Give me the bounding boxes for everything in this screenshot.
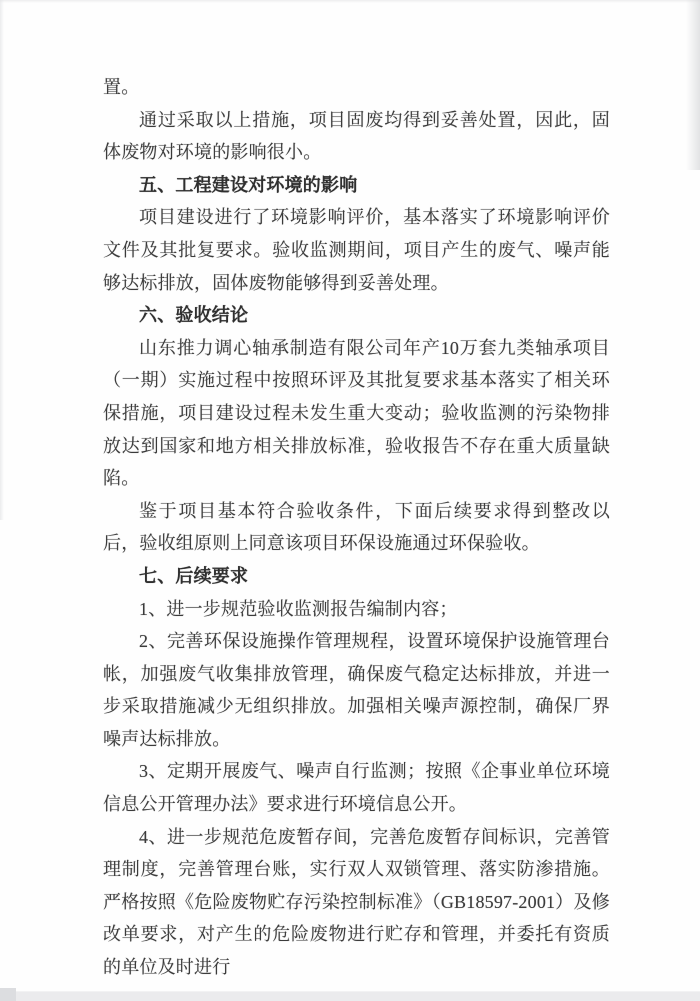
scan-edge-bottom [0, 991, 700, 1001]
paragraph-continuation: 置。 [103, 77, 140, 97]
scan-edge-top [0, 0, 700, 3]
paragraph-acceptance-agreement: 鉴于项目基本符合验收条件，下面后续要求得到整改以后，验收组原则上同意该项目环保设施通过环保验收。 [103, 500, 610, 554]
paragraph-requirement-1: 1、进一步规范验收监测报告编制内容； [139, 598, 458, 619]
section-heading-5: 五、工程建设对环境的影响 [139, 174, 358, 195]
paragraph-requirement-3: 3、定期开展废气、噪声自行监测；按照《企事业单位环境信息公开管理办法》要求进行环境信息公开。 [103, 761, 610, 815]
paragraph-solid-waste-summary: 通过采取以上措施，项目固废均得到妥善处置，因此，固体废物对环境的影响很小。 [103, 109, 610, 163]
section-heading-6: 六、验收结论 [139, 305, 249, 326]
section-heading-7: 七、后续要求 [139, 565, 249, 586]
paragraph-requirement-4: 4、进一步规范危废暂存间，完善危废暂存间标识，完善管理制度，完善管理台账，实行双人双锁管理、落实防渗措施。严格按照《危险废物贮存污染控制标准》（GB18597-2001）及修改单要求，对产生的危险废物进行贮存和管理，并委托有资质的单位及时进行 [103, 826, 610, 978]
scan-edge-top-right [686, 0, 700, 170]
paragraph-acceptance-conclusion: 山东推力调心轴承制造有限公司年产10万套九类轴承项目（一期）实施过程中按照环评及其批复要求基本落实了相关环保措施，项目建设过程未发生重大变动；验收监测的污染物排放达到国家和地方相关排放标准，验收报告不存在重大质量缺陷。 [103, 337, 610, 489]
paragraph-section5-body: 项目建设进行了环境影响评价，基本落实了环境影响评价文件及其批复要求。验收监测期间，项目产生的废气、噪声能够达标排放，固体废物能够得到妥善处理。 [103, 207, 610, 293]
document-content [103, 71, 610, 984]
paragraph-requirement-2: 2、完善环保设施操作管理规程，设置环境保护设施管理台帐，加强废气收集排放管理，确保废气稳定达标排放，并进一步采取措施减少无组织排放。加强相关噪声源控制，确保厂界噪声达标排放。 [103, 631, 610, 749]
scan-edge-bottom-corner [0, 988, 16, 1001]
scan-edge-left [0, 0, 4, 520]
